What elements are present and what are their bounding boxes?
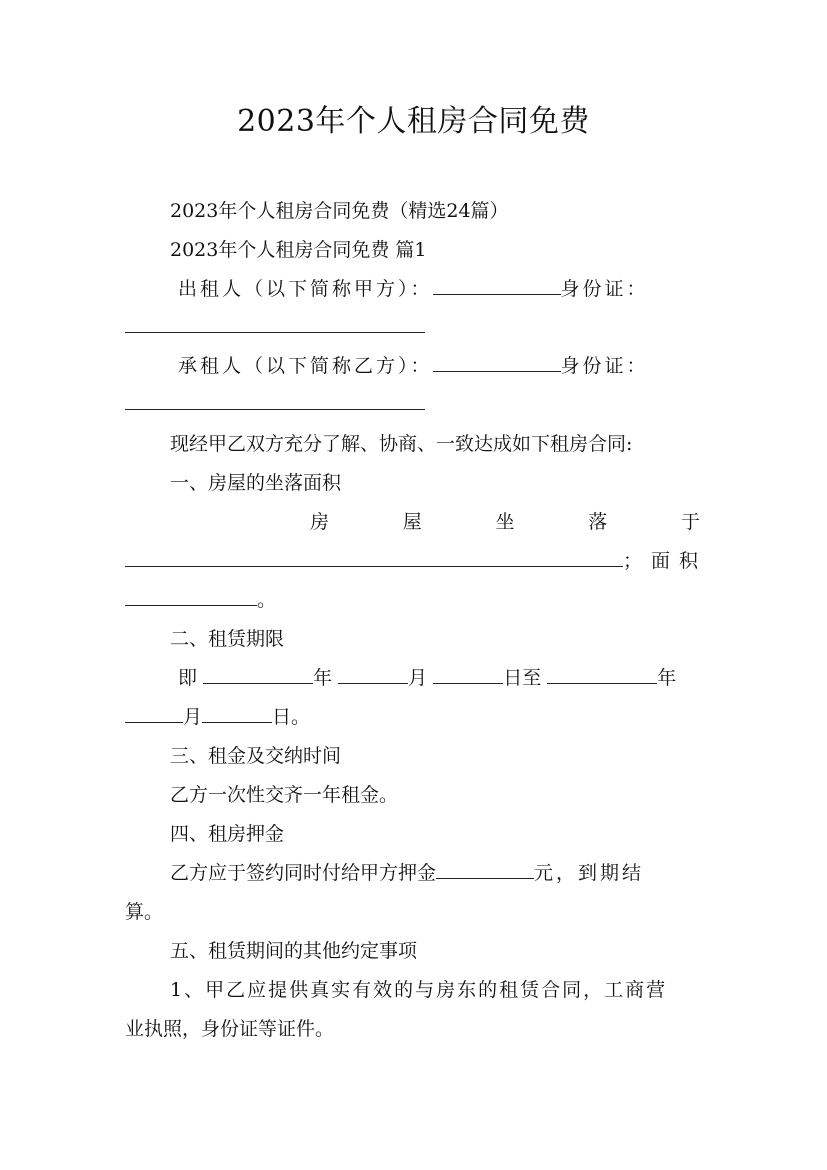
- clause4-text-a: 乙方应于签约同时付给甲方押金: [170, 862, 437, 884]
- word-5: 于: [680, 511, 700, 533]
- lessee-id-label: 身份证：: [560, 355, 649, 377]
- lessee-line: [178, 353, 700, 379]
- clause5-item1-b: 业执照，身份证等证件。: [125, 1018, 335, 1040]
- section-heading: 2023年个人租房合同免费 篇1: [170, 239, 427, 261]
- lessor-line: [178, 276, 700, 302]
- area-blank: [125, 587, 257, 606]
- clause5-title: 五、租赁期间的其他约定事项: [170, 940, 418, 962]
- lessee-id-line: [125, 391, 700, 417]
- lessor-id-blank: [125, 314, 425, 333]
- clause2-title: 二、租赁期限: [170, 628, 285, 650]
- from-label: 即: [178, 667, 198, 689]
- area-end: 。: [257, 589, 277, 611]
- month-label: 月: [408, 667, 428, 689]
- start-year-blank: [203, 665, 313, 684]
- clause1-area-line: [125, 587, 700, 613]
- start-month-blank: [338, 665, 408, 684]
- end-month-blank: [125, 704, 183, 723]
- clause4-text-line: [170, 860, 702, 886]
- end-day-blank: [202, 704, 272, 723]
- word-4: 落: [588, 511, 608, 533]
- lessor-label: 出租人（以下简称甲方）：: [178, 278, 433, 300]
- word-1: 房: [310, 511, 330, 533]
- end-year-blank: [547, 665, 657, 684]
- end-month-label: 月: [183, 706, 203, 728]
- clause1-title: 一、房屋的坐落面积: [170, 472, 342, 494]
- clause2-period-line: [178, 665, 700, 691]
- clause3-title: 三、租金及交纳时间: [170, 745, 342, 767]
- clause3-text: 乙方一次性交齐一年租金。: [170, 784, 399, 806]
- word-2: 屋: [402, 511, 422, 533]
- lessee-name-blank: [433, 353, 561, 372]
- clause1-address-line: [125, 548, 708, 574]
- lessor-name-blank: [433, 276, 561, 295]
- lessor-id-line: [125, 314, 700, 340]
- start-day-blank: [433, 665, 503, 684]
- clause5-item1-a: 1、甲乙应提供真实有效的与房东的租赁合同，工商营: [170, 979, 668, 1001]
- deposit-blank: [436, 860, 534, 879]
- lessee-id-blank: [125, 391, 425, 410]
- address-blank: [125, 548, 623, 567]
- lessor-id-label: 身份证：: [560, 278, 649, 300]
- area-label: ；面积: [623, 550, 708, 572]
- lessee-label: 承租人（以下简称乙方）：: [178, 355, 433, 377]
- word-3: 坐: [495, 511, 515, 533]
- day-to-label: 日至: [503, 667, 542, 689]
- document-title: 2023年个人租房合同免费: [237, 104, 590, 139]
- clause1-location-line: [310, 509, 700, 535]
- intro-text: 现经甲乙双方充分了解、协商、一致达成如下租房合同:: [170, 433, 633, 455]
- clause4-title: 四、租房押金: [170, 823, 285, 845]
- clause4-text-b: 元，到期结: [534, 862, 645, 884]
- end-day-label: 日。: [272, 706, 311, 728]
- clause2-end-line: [125, 704, 700, 730]
- end-year-label: 年: [657, 667, 677, 689]
- clause4-text-c: 算。: [125, 901, 164, 923]
- document-subtitle: 2023年个人租房合同免费（精选24篇）: [170, 200, 509, 222]
- year-label: 年: [313, 667, 333, 689]
